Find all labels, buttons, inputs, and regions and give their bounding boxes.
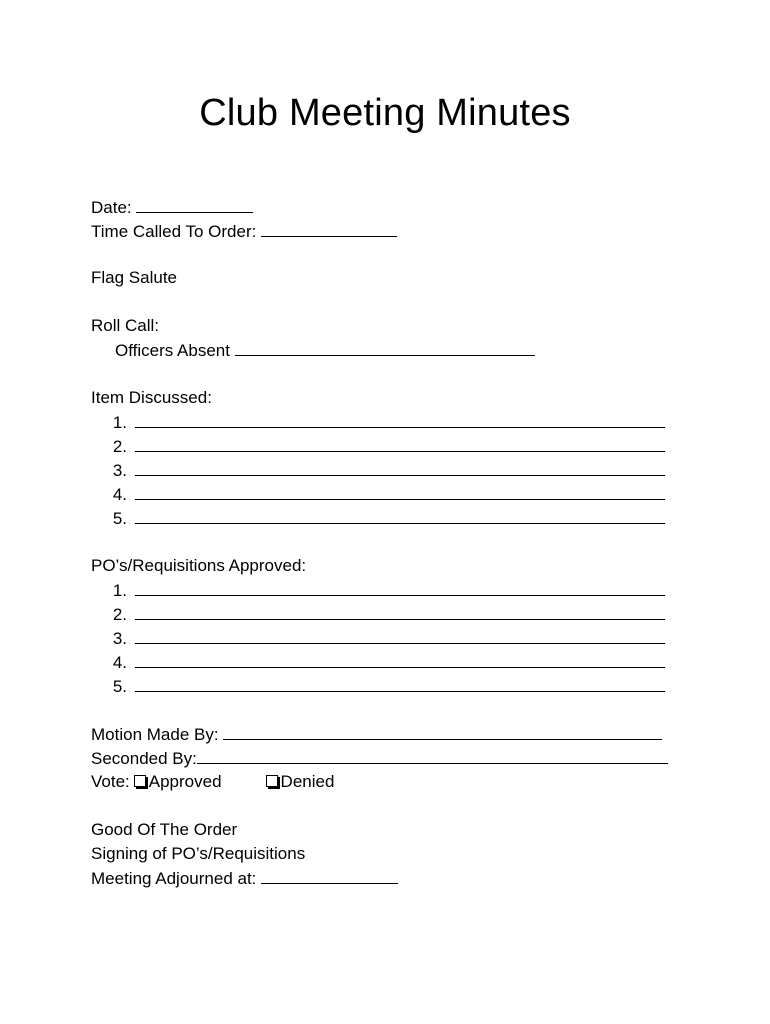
item-discussed-field[interactable]	[135, 412, 665, 428]
requisition-field[interactable]	[135, 676, 665, 692]
roll-call-label: Roll Call:	[91, 316, 160, 335]
officers-absent-row	[115, 340, 535, 361]
requisition-row	[105, 652, 665, 673]
good-of-order: Good Of The Order	[91, 820, 238, 839]
time-called-label: Time Called To Order:	[91, 222, 257, 241]
approved-label: Approved	[148, 772, 222, 791]
requisition-row	[105, 604, 665, 625]
date-field[interactable]	[136, 197, 253, 213]
adjourned-field[interactable]	[261, 868, 398, 884]
item-discussed-field[interactable]	[135, 484, 665, 500]
vote-label: Vote:	[91, 772, 130, 791]
requisition-field[interactable]	[135, 604, 665, 620]
requisition-number: 4.	[112, 653, 127, 672]
item-discussed-row	[105, 484, 665, 505]
requisition-row	[105, 676, 665, 697]
page-title: Club Meeting Minutes	[199, 92, 571, 134]
item-discussed-field[interactable]	[135, 460, 665, 476]
requisition-number: 1.	[112, 581, 127, 600]
motion-made-row	[91, 724, 662, 745]
signing-requisitions: Signing of PO’s/Requisitions	[91, 844, 306, 863]
requisition-field[interactable]	[135, 628, 665, 644]
officers-absent-field[interactable]	[235, 340, 535, 356]
requisition-field[interactable]	[135, 580, 665, 596]
vote-row	[91, 772, 334, 792]
requisition-number: 3.	[112, 629, 127, 648]
motion-made-label: Motion Made By:	[91, 725, 219, 744]
item-discussed-field[interactable]	[135, 508, 665, 524]
requisitions-label: PO’s/Requisitions Approved:	[91, 556, 307, 575]
flag-salute: Flag Salute	[91, 268, 177, 287]
approved-checkbox[interactable]	[134, 775, 146, 787]
requisition-row	[105, 580, 665, 601]
item-number: 4.	[112, 485, 127, 504]
item-discussed-row	[105, 460, 665, 481]
item-number: 1.	[112, 413, 127, 432]
item-discussed-row	[105, 436, 665, 457]
denied-checkbox[interactable]	[266, 775, 278, 787]
item-discussed-row	[105, 508, 665, 529]
motion-made-field[interactable]	[223, 724, 662, 740]
item-discussed-row	[105, 412, 665, 433]
item-number: 5.	[112, 509, 127, 528]
date-label: Date:	[91, 198, 132, 217]
seconded-label: Seconded By:	[91, 749, 197, 768]
time-called-row	[91, 221, 397, 242]
seconded-row	[91, 748, 668, 769]
date-row	[91, 197, 253, 218]
item-number: 3.	[112, 461, 127, 480]
items-discussed-label: Item Discussed:	[91, 388, 212, 407]
requisition-field[interactable]	[135, 652, 665, 668]
item-number: 2.	[112, 437, 127, 456]
adjourned-row	[91, 868, 398, 889]
denied-label: Denied	[280, 772, 335, 791]
requisition-row	[105, 628, 665, 649]
requisition-number: 2.	[112, 605, 127, 624]
item-discussed-field[interactable]	[135, 436, 665, 452]
requisition-number: 5.	[112, 677, 127, 696]
time-called-field[interactable]	[261, 221, 397, 237]
adjourned-label: Meeting Adjourned at:	[91, 869, 257, 888]
officers-absent-label: Officers Absent	[115, 341, 230, 360]
seconded-field[interactable]	[197, 748, 668, 764]
